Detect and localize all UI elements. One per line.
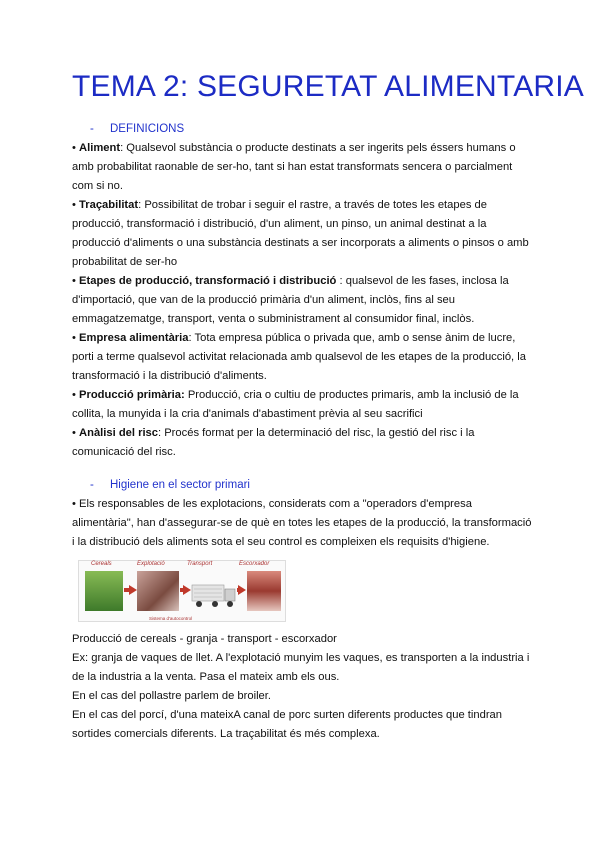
note-line: Ex: granja de vaques de llet. A l'explotació munyim les vaques, es transporten a la industria i de la industria a la venta. Pasa el mateix amb els ous. [72,652,530,683]
bullet: • [72,199,76,211]
truck-image [191,571,237,611]
section-dash: - [90,479,94,491]
definition-text: qualsevol de les fases, inclosa la d'importació, que van de la producció primària d'un aliment, inclòs, fins al seu emmagatzematge, transport, venta o subministrament al consumidor final, inclòs. [72,275,509,325]
definition-term: Traçabilitat [79,199,139,211]
production-chain-figure [78,560,286,622]
definition-term: Anàlisi del risc [79,427,158,439]
arrow-right-icon [129,585,137,595]
page-title: TEMA 2: SEGURETAT ALIMENTARIA [72,70,585,103]
section-heading-higiene [72,478,532,492]
section-label: Higiene en el sector primari [110,479,250,491]
definition-item [72,329,532,386]
definition-term: Empresa alimentària [79,332,189,344]
separator: : [188,332,195,344]
definition-term: Producció primària: [79,389,185,401]
figure-label-explotacio: Explotació [137,561,165,567]
section-dash: - [90,123,94,135]
arrow-right-icon [238,585,246,595]
definition-item [72,424,532,462]
definition-text: Possibilitat de trobar i seguir el rastre, a través de totes les etapes de producció, transformació i distribució, d'un aliment, un pinso, un animal destinat a la producció d'aliments o una substància destinats a ser incorporats a aliments o pinsos o amb probabilitat de ser-ho [72,199,529,268]
hygiene-paragraph: • Els responsables de les explotacions, considerats com a "operadors d'empresa alimentària", han d'assegurar-se de què en totes les etapes de la producció, la transformació i la distribució dels aliments sota el seu control es compleixen els requisits d'higiene. [72,498,532,548]
note-line: En el cas del pollastre parlem de broiler. [72,690,271,702]
section-heading-definicions [72,122,532,136]
figure-label-escorxador: Escorxador [239,561,270,567]
bullet: • [72,389,76,401]
definitions-list [72,139,532,462]
closing-notes [72,630,532,744]
cereals-image [85,571,123,611]
separator: : [138,199,145,211]
note-line: Producció de cereals - granja - transport - escorxador [72,633,337,645]
farm-image [137,571,179,611]
definition-text: Procés format per la determinació del risc, la gestió del risc i la comunicació del risc. [72,427,475,458]
figure-label-transport: Transport [187,561,213,567]
bullet: • [72,275,76,287]
separator: : [336,275,346,287]
section-label: DEFINICIONS [110,123,185,135]
separator: : [120,142,127,154]
definition-term: Etapes de producció, transformació i distribució [79,275,337,287]
separator: : [158,427,165,439]
document-page [72,70,585,744]
definition-item [72,196,532,272]
definition-text: Tota empresa pública o privada que, amb o sense ànim de lucre, porti a terme qualsevol activitat relacionada amb qualsevol de les etapes de la producció, la transformació i la distribució d'aliments. [72,332,526,382]
definition-item [72,139,532,196]
bullet: • [72,142,76,154]
definition-term: Aliment [79,142,121,154]
truck-icon [191,571,237,611]
arrow-right-icon [183,585,191,595]
bullet: • [72,332,76,344]
bullet: • [72,427,76,439]
definition-text: Qualsevol substància o producte destinats a ser ingerits pels éssers humans o amb probabilitat raonable de ser-ho, tant si han estat transformats sencera o parcialment com si no. [72,142,516,192]
note-line: En el cas del porcí, d'una mateixA canal de porc surten diferents productes que tindran sortides comercials diferents. La traçabilitat és més complexa. [72,709,503,740]
figure-label-cereals: Cereals [91,561,112,567]
definition-item [72,272,532,329]
definition-item [72,386,532,424]
slaughterhouse-image [247,571,281,611]
definition-text: Producció, cria o cultiu de productes primaris, amb la inclusió de la collita, la munyida i la cria d'animals d'abastiment prèvia al seu sacrifici [72,389,519,420]
figure-caption: Sistema d'autocontrol [149,616,193,621]
